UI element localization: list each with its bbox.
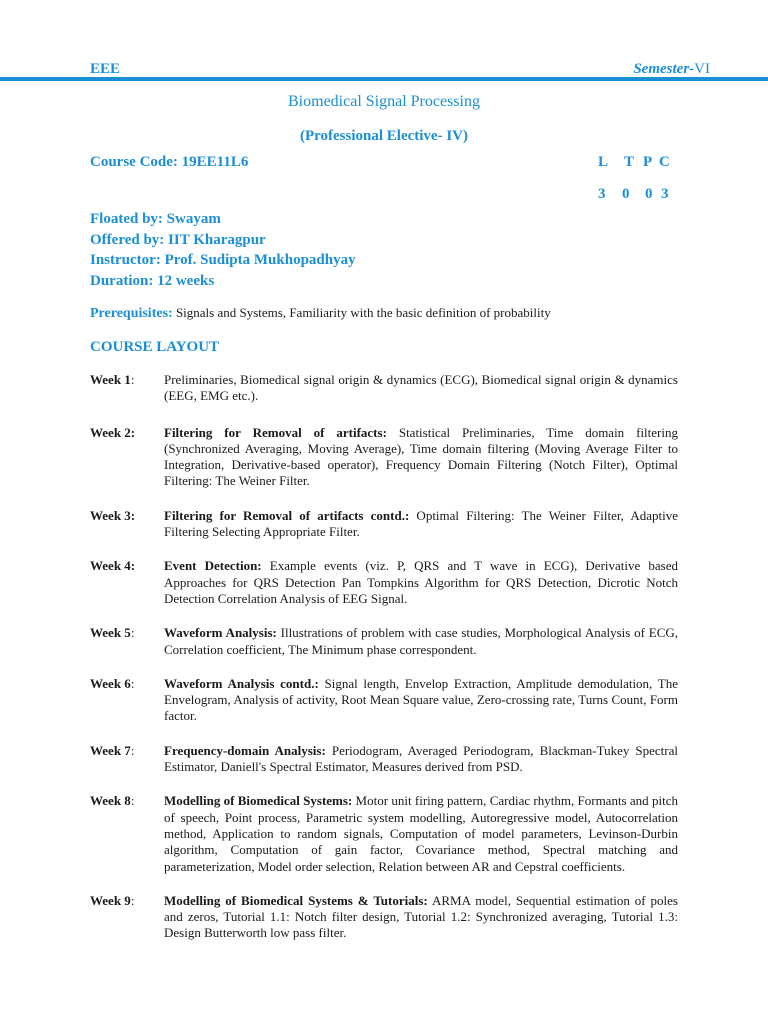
header-divider [0, 77, 768, 81]
week-text: Preliminaries, Biomedical signal origin & dynamics (ECG), Biomedical signal origin & dynamics (EEG, EMG etc.). [164, 372, 678, 404]
week-label-text: Week 4: [90, 558, 136, 574]
ltpc-label-p: P [643, 154, 653, 170]
week-topic: Waveform Analysis: [164, 625, 277, 641]
duration: Duration: 12 weeks [90, 272, 215, 289]
week-description [164, 372, 678, 405]
week-label-colon: : [130, 625, 135, 641]
week-topic: Waveform Analysis contd.: [164, 675, 319, 691]
week-row [90, 743, 678, 776]
offered-by: Offered by: IIT Kharagpur [90, 231, 266, 248]
week-description [164, 558, 678, 607]
week-text: Motor unit firing pattern, Cardiac rhythm, Formants and pitch of speech, Point process, Parametric system modelling, Autoregressive model, Autocorrelation method, Application to random signals, Computation of model parameters, Levinson-Durbin algorithm, Computation of gain factor, Covariance method, Spectral matching and parameterization, Model order selection, Relation between AR and Cepstral coefficients. [164, 793, 678, 874]
course-title: Biomedical Signal Processing [288, 93, 480, 110]
week-description [164, 793, 678, 874]
semester-number: VI [694, 61, 710, 77]
week-description [164, 893, 678, 942]
week-description [164, 625, 678, 658]
week-text: Signal length, Envelop Extraction, Amplitude demodulation, The Envelogram, Analysis of activity, Root Mean Square value, Zero-crossing rate, Turns Count, Form factor. [164, 675, 678, 724]
week-topic: Filtering for Removal of artifacts contd.: [164, 507, 410, 523]
semester-prefix: Semester- [633, 61, 695, 77]
week-row [90, 558, 678, 607]
week-row [90, 676, 678, 725]
week-label-colon: : [130, 892, 135, 908]
week-label-colon: : [130, 372, 135, 387]
week-label [90, 425, 164, 490]
week-label [90, 625, 164, 658]
ltpc-header [598, 154, 675, 171]
course-code: Course Code: 19EE11L6 [90, 154, 249, 170]
week-description [164, 743, 678, 776]
prerequisites [90, 305, 551, 322]
week-text: Optimal Filtering: The Weiner Filter, Adaptive Filtering Selecting Appropriate Filter. [164, 507, 678, 540]
ltpc-value-p: 0 [645, 186, 653, 202]
week-topic: Modelling of Biomedical Systems & Tutorials: [164, 892, 428, 908]
ltpc-label-l: L [598, 154, 609, 170]
week-label-text: Week 3: [90, 507, 136, 523]
week-label [90, 508, 164, 541]
week-row [90, 793, 678, 874]
week-text: Example events (viz. P, QRS and T wave in ECG), Derivative based Approaches for QRS Detection Pan Tompkins Algorithm for QRS Detection, Dicrotic Notch Detection Correlation Analysis of EEG Signal. [164, 558, 678, 606]
week-row [90, 508, 678, 541]
week-topic: Filtering for Removal of artifacts: [164, 424, 387, 440]
ltpc-value-l: 3 [598, 186, 606, 202]
week-description [164, 508, 678, 541]
week-label [90, 743, 164, 776]
week-label-text: Week 5 [90, 625, 131, 641]
week-row [90, 372, 678, 405]
week-description [164, 676, 678, 725]
week-text: Periodogram, Averaged Periodogram, Blackman-Tukey Spectral Estimator, Daniell's Spectral Estimator, Measures derived from PSD. [164, 742, 678, 775]
week-topic: Event Detection: [164, 558, 262, 574]
ltpc-label-c: C [659, 154, 670, 170]
week-label-text: Week 1 [90, 372, 131, 387]
course-info [90, 209, 356, 291]
week-label [90, 372, 164, 405]
course-subtitle: (Professional Elective- IV) [299, 128, 469, 144]
week-row [90, 425, 678, 490]
week-text: ARMA model, Sequential estimation of poles and zeros, Tutorial 1.1: Notch filter design, Tutorial 1.2: Synchronized averaging, Tutorial 1.3: Design Butterworth low pass filter. [164, 892, 678, 941]
week-label-text: Week 9 [90, 892, 131, 908]
week-label-colon: : [130, 793, 135, 809]
instructor: Instructor: Prof. Sudipta Mukhopadhyay [90, 252, 356, 268]
week-label [90, 676, 164, 725]
week-label-text: Week 8 [90, 793, 131, 809]
week-row [90, 893, 678, 942]
prerequisites-label: Prerequisites: [90, 306, 173, 321]
week-topic: Frequency-domain Analysis: [164, 742, 326, 758]
week-label-text: Week 2: [90, 424, 136, 440]
week-description [164, 425, 678, 490]
ltpc-label-t: T [624, 154, 635, 170]
ltpc-values [598, 186, 677, 203]
week-label-text: Week 6 [90, 675, 131, 691]
week-row [90, 625, 678, 658]
week-label [90, 558, 164, 607]
course-layout-heading: COURSE LAYOUT [90, 339, 220, 355]
week-label-text: Week 7 [90, 742, 131, 758]
week-label-colon: : [130, 675, 135, 691]
week-label [90, 793, 164, 874]
ltpc-value-t: 0 [622, 186, 630, 202]
week-text: Statistical Preliminaries, Time domain filtering (Synchronized Averaging, Moving Average), Time domain filtering (Moving Average Filter to Integration, Derivative-based operator), Frequency Domain Filtering (Notch Filter), Optimal Filtering: The Weiner Filter. [164, 424, 678, 489]
week-list [90, 372, 678, 942]
ltpc-value-c: 3 [661, 186, 669, 202]
week-text: Illustrations of problem with case studies, Morphological Analysis of ECG, Correlation coefficient, The Minimum phase correspondent. [164, 625, 678, 657]
semester-label [633, 61, 710, 78]
page-header [90, 58, 710, 78]
week-topic: Modelling of Biomedical Systems: [164, 793, 353, 809]
prerequisites-text: Signals and Systems, Familiarity with the basic definition of probability [172, 305, 551, 320]
week-label [90, 893, 164, 942]
week-label-colon: : [130, 742, 135, 758]
floated-by: Floated by: Swayam [90, 211, 221, 227]
department-label: EEE [90, 61, 121, 77]
